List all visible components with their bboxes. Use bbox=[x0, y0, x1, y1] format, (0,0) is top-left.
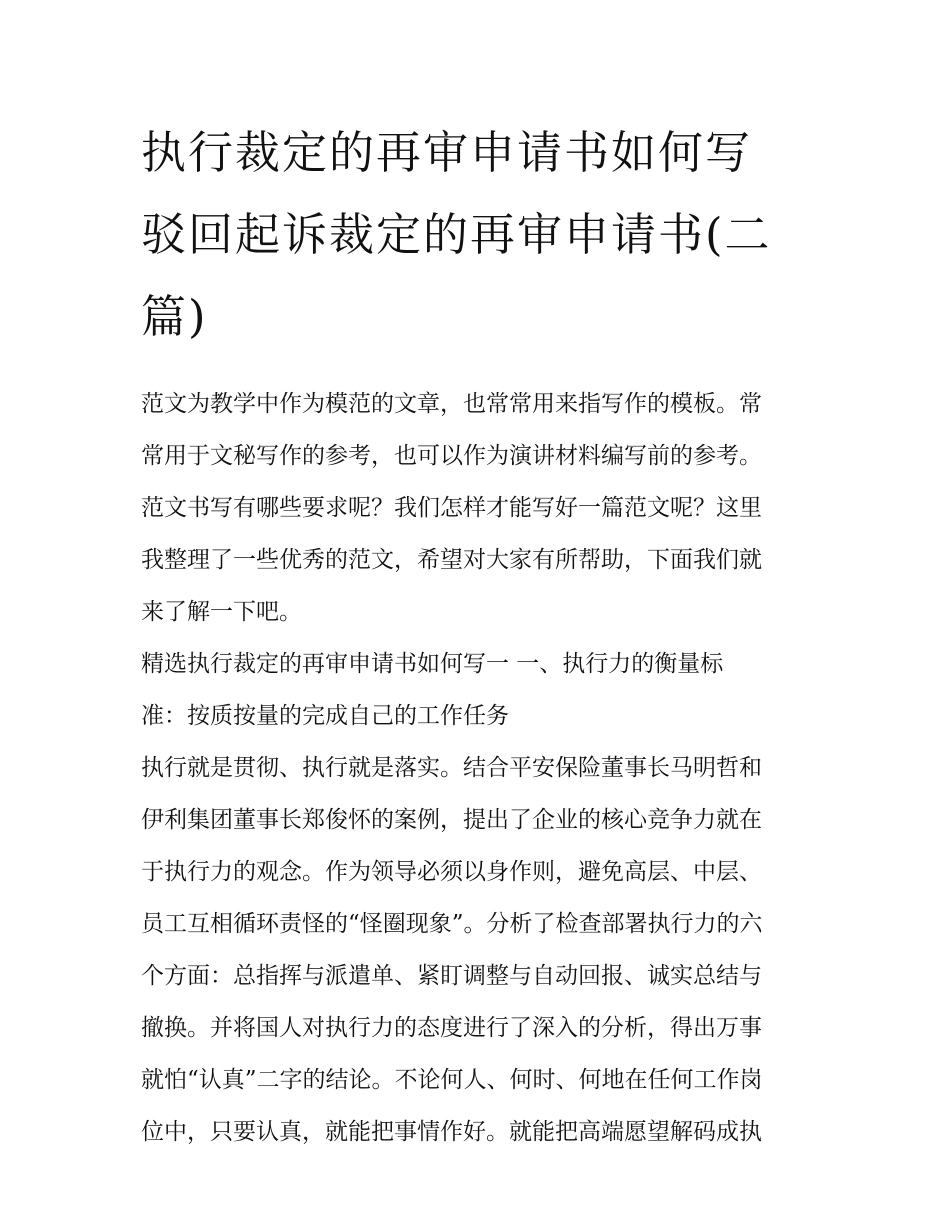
text-line: 于执行力的观念。作为领导必须以身作则，避免高层、中层、 bbox=[141, 859, 762, 885]
section-heading-paragraph bbox=[141, 638, 816, 742]
title-line: 篇) bbox=[141, 290, 208, 343]
text-line: 就怕“认真”二字的结论。不论何人、何时、何地在任何工作岗 bbox=[141, 1067, 763, 1093]
text-line: 我整理了一些优秀的范文，希望对大家有所帮助，下面我们就 bbox=[141, 547, 762, 573]
title-line: 驳回起诉裁定的再审申请书(二 bbox=[141, 208, 772, 261]
text-line: 员工互相循环责怪的“怪圈现象”。分析了检查部署执行力的六 bbox=[141, 911, 763, 937]
text-line: 伊利集团董事长郑俊怀的案例，提出了企业的核心竞争力就在 bbox=[141, 807, 762, 833]
text-line: 常用于文秘写作的参考，也可以作为演讲材料编写前的参考。 bbox=[141, 443, 762, 469]
title-line: 执行裁定的再审申请书如何写 bbox=[141, 126, 753, 179]
text-line: 执行就是贯彻、执行就是落实。结合平安保险董事长马明哲和 bbox=[141, 755, 762, 781]
document-title bbox=[141, 112, 816, 358]
text-line: 精选执行裁定的再审申请书如何写一 一、执行力的衡量标 bbox=[141, 651, 724, 677]
text-line: 来了解一下吧。 bbox=[141, 599, 302, 625]
document-content bbox=[141, 112, 816, 1158]
text-line: 撤换。并将国人对执行力的态度进行了深入的分析，得出万事 bbox=[141, 1015, 762, 1041]
text-line: 个方面：总指挥与派遣单、紧盯调整与自动回报、诚实总结与 bbox=[141, 963, 762, 989]
text-line: 准：按质按量的完成自己的工作任务 bbox=[141, 703, 509, 729]
text-line: 范文为教学中作为模范的文章，也常常用来指写作的模板。常 bbox=[141, 391, 762, 417]
document-body bbox=[141, 378, 816, 1158]
text-line: 位中，只要认真，就能把事情作好。就能把高端愿望解码成执 bbox=[141, 1119, 762, 1145]
intro-paragraph bbox=[141, 378, 816, 638]
body-paragraph bbox=[141, 742, 816, 1158]
text-line: 范文书写有哪些要求呢？我们怎样才能写好一篇范文呢？这里 bbox=[141, 495, 762, 521]
